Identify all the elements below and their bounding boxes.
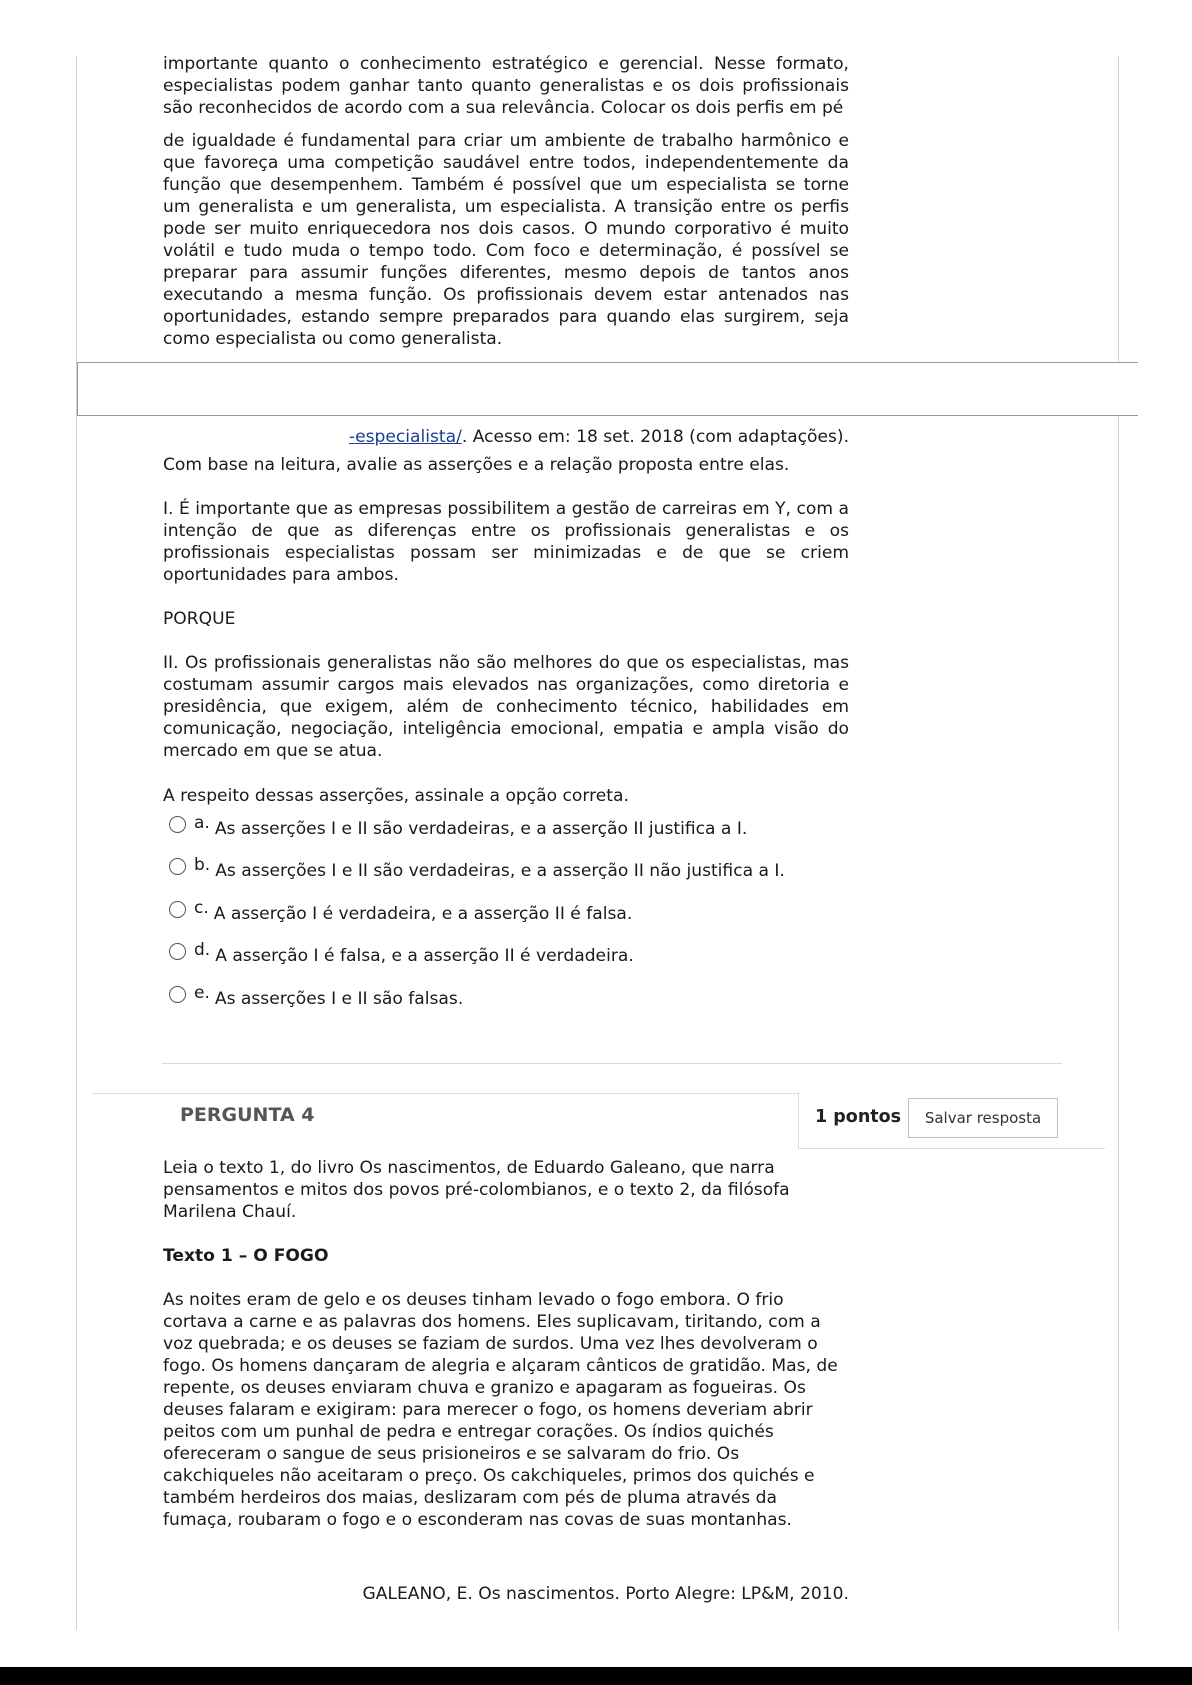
passage-top-lines: importante quanto o conhecimento estratégico e gerencial. Nesse formato, especialistas podem ganhar tanto quanto generalistas e os dois profissionais são reconhecidos de acordo com a sua relevância. Colocar os dois perfis em pé	[163, 54, 849, 118]
radio-d[interactable]	[169, 943, 186, 960]
q3-assertion-2: II. Os profissionais generalistas não são melhores do que os especialistas, mas costumam assumir cargos mais elevados nas organizações, como diretoria e presidência, que exigem, além de conhecimento técnico, habilidades em comunicação, negociação, inteligência emocional, empatia e ampla visão do mercado em que se atua.	[163, 653, 849, 761]
q3-option-e[interactable]	[169, 985, 463, 1009]
question-separator	[162, 1063, 1062, 1064]
radio-c[interactable]	[169, 901, 186, 918]
option-text-d[interactable]: A asserção I é falsa, e a asserção II é verdadeira.	[215, 946, 634, 966]
q3-option-d[interactable]	[169, 942, 634, 966]
q3-instruction: Com base na leitura, avalie as asserções e a relação proposta entre elas.	[163, 455, 790, 475]
q3-option-a[interactable]	[169, 815, 747, 839]
q3-assertion-1: I. É importante que as empresas possibilitem a gestão de carreiras em Y, com a intenção de que as diferenças entre os profissionais generalistas e os profissionais especialistas possam ser minimizadas e de que se criem oportunidades para ambos.	[163, 499, 849, 585]
source-access-date: . Acesso em: 18 set. 2018 (com adaptações).	[461, 427, 849, 447]
option-text-c[interactable]: A asserção I é verdadeira, e a asserção II é falsa.	[213, 904, 633, 924]
content-frame-left-border	[76, 56, 77, 1630]
option-text-b[interactable]: As asserções I e II são verdadeiras, e a asserção II não justifica a I.	[215, 861, 785, 881]
option-letter-e: e.	[194, 983, 210, 1003]
radio-b[interactable]	[169, 858, 186, 875]
q4-intro: Leia o texto 1, do livro Os nascimentos, de Eduardo Galeano, que narra pensamentos e mitos dos povos pré-colombianos, e o texto 2, da filósofa Marilena Chauí.	[163, 1158, 790, 1222]
passage-body: de igualdade é fundamental para criar um ambiente de trabalho harmônico e que favoreça uma competição saudável entre todos, independentemente da função que desempenhem. Também é possível que um especialista se torne um generalista e um generalista, um especialista. A transição entre os perfis pode ser muito enriquecedora nos dois casos. O mundo corporativo é muito volátil e tudo muda o tempo todo. Com foco e determinação, é possível se preparar para assumir funções diferentes, mesmo depois de tantos anos executando a mesma função. Os profissionais devem estar antenados nas oportunidades, estando sempre preparados para quando elas surgirem, seja como especialista ou como generalista.	[163, 131, 849, 349]
q4-points: 1 pontos	[815, 1107, 902, 1127]
q4-citation: GALEANO, E. Os nascimentos. Porto Alegre: LP&M, 2010.	[362, 1584, 849, 1604]
save-answer-button[interactable]: Salvar resposta	[908, 1098, 1058, 1138]
q3-option-c[interactable]	[169, 900, 632, 924]
bottom-black-bar	[0, 1667, 1192, 1685]
option-letter-c: c.	[194, 898, 209, 918]
option-text-a[interactable]: As asserções I e II são verdadeiras, e a asserção II justifica a I.	[214, 819, 748, 839]
q4-text1-title: Texto 1 – O FOGO	[163, 1246, 329, 1266]
radio-e[interactable]	[169, 986, 186, 1003]
option-text-e[interactable]: As asserções I e II são falsas.	[214, 989, 464, 1009]
source-citation	[163, 426, 849, 448]
q4-header-line	[92, 1093, 798, 1094]
source-link[interactable]: -especialista/	[348, 427, 462, 447]
q3-prompt: A respeito dessas asserções, assinale a opção correta.	[163, 786, 629, 806]
q4-title: PERGUNTA 4	[180, 1104, 315, 1126]
overlay-empty-box	[77, 362, 1138, 416]
option-letter-d: d.	[194, 940, 211, 960]
option-letter-b: b.	[194, 855, 211, 875]
q4-text1-body: As noites eram de gelo e os deuses tinham levado o fogo embora. O frio cortava a carne e as palavras dos homens. Eles suplicavam, tiritando, com a voz quebrada; e os deuses se faziam de surdos. Uma vez lhes devolveram o fogo. Os homens dançaram de alegria e alçaram cânticos de gratidão. Mas, de repente, os deuses enviaram chuva e granizo e apagaram as fogueiras. Os deuses falaram e exigiram: para merecer o fogo, os homens deveriam abrir peitos com um punhal de pedra e entregar corações. Os índios quichés ofereceram o sangue de seus prisioneiros e se salvaram do frio. Os cakchiqueles não aceitaram o preço. Os cakchiqueles, primos dos quichés e também herdeiros dos maias, deslizaram com pés de pluma através da fumaça, roubaram o fogo e o esconderam nas covas de suas montanhas.	[163, 1290, 838, 1530]
q3-option-b[interactable]	[169, 857, 785, 881]
option-letter-a: a.	[194, 813, 210, 833]
radio-a[interactable]	[169, 816, 186, 833]
content-frame-right-border	[1118, 56, 1119, 1630]
q3-connector: PORQUE	[163, 609, 236, 629]
